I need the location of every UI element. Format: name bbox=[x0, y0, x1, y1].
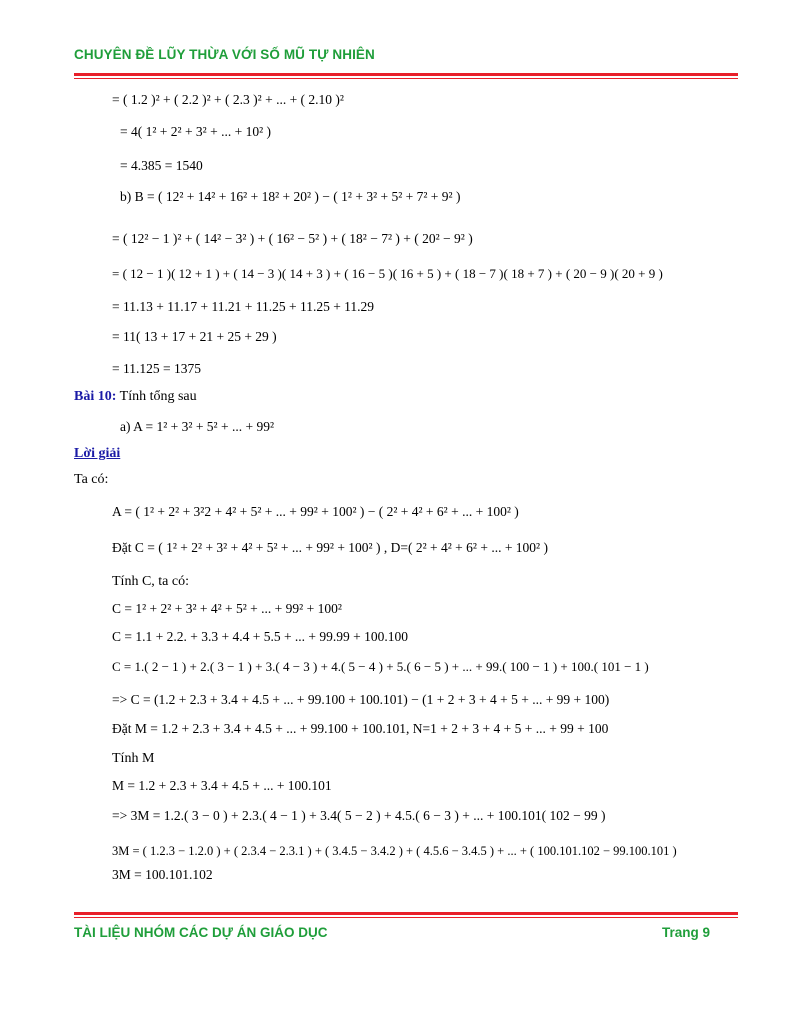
footer-rule bbox=[74, 912, 738, 915]
solution-line: C = 1² + 2² + 3² + 4² + 5² + ... + 99² + 100² bbox=[112, 601, 342, 616]
solution-line: Đặt C = ( 1² + 2² + 3² + 4² + 5² + ... + 99² + 100² ) , D=( 2² + 4² + 6² + ... + 100² ) bbox=[112, 540, 548, 555]
header-title: CHUYÊN ĐỀ LŨY THỪA VỚI SỐ MŨ TỰ NHIÊN bbox=[74, 47, 375, 62]
footer-rule-thin bbox=[74, 917, 738, 918]
solution-label: Lời giải bbox=[74, 446, 121, 461]
equation-line: = 11.125 = 1375 bbox=[112, 361, 201, 376]
solution-intro: Ta có: bbox=[74, 472, 109, 487]
footer-publisher: TÀI LIỆU NHÓM CÁC DỰ ÁN GIÁO DỤC bbox=[74, 925, 328, 940]
equation-line: = ( 12 − 1 )( 12 + 1 ) + ( 14 − 3 )( 14 + 3 ) + ( 16 − 5 )( 16 + 5 ) + ( 18 − 7 )( 18 + 7 ) + ( 20 − 9 )( 20 + 9 ) bbox=[112, 266, 663, 281]
problem-part-a: a) A = 1² + 3² + 5² + ... + 99² bbox=[120, 419, 275, 434]
solution-heading bbox=[74, 446, 120, 462]
header-rule bbox=[74, 73, 738, 76]
solution-line: C = 1.( 2 − 1 ) + 2.( 3 − 1 ) + 3.( 4 − 3 ) + 4.( 5 − 4 ) + 5.( 6 − 5 ) + ... + 99.( 100 − 1 ) + 100.( 101 − 1 ) bbox=[112, 659, 649, 674]
solution-line: => C = (1.2 + 2.3 + 3.4 + 4.5 + ... + 99.100 + 100.101) − (1 + 2 + 3 + 4 + 5 + ... + 99 + 100) bbox=[112, 692, 610, 707]
solution-line: => 3M = 1.2.( 3 − 0 ) + 2.3.( 4 − 1 ) + 3.4( 5 − 2 ) + 4.5.( 6 − 3 ) + ... + 100.101( 102 − 99 ) bbox=[112, 808, 606, 823]
equation-line: b) B = ( 12² + 14² + 16² + 18² + 20² ) − ( 1² + 3² + 5² + 7² + 9² ) bbox=[120, 189, 461, 204]
problem-label: Bài 10: bbox=[74, 389, 117, 404]
equation-line: = 4( 1² + 2² + 3² + ... + 10² ) bbox=[120, 124, 271, 139]
equation-line: = ( 1.2 )² + ( 2.2 )² + ( 2.3 )² + ... + ( 2.10 )² bbox=[112, 92, 344, 107]
solution-line: M = 1.2 + 2.3 + 3.4 + 4.5 + ... + 100.101 bbox=[112, 778, 332, 793]
solution-line: Tính M bbox=[112, 751, 155, 766]
equation-line: = ( 12² − 1 )² + ( 14² − 3² ) + ( 16² − 5² ) + ( 18² − 7² ) + ( 20² − 9² ) bbox=[112, 231, 473, 246]
solution-line: Tính C, ta có: bbox=[112, 574, 189, 589]
solution-line: 3M = 100.101.102 bbox=[112, 867, 213, 882]
header-rule-thin bbox=[74, 78, 738, 79]
problem-heading bbox=[74, 389, 197, 405]
solution-line: 3M = ( 1.2.3 − 1.2.0 ) + ( 2.3.4 − 2.3.1 ) + ( 3.4.5 − 3.4.2 ) + ( 4.5.6 − 3.4.5 ) + ... + ( 100.101.102 − 99.100.101 ) bbox=[112, 844, 677, 858]
page-number: Trang 9 bbox=[662, 925, 711, 940]
solution-line: Đặt M = 1.2 + 2.3 + 3.4 + 4.5 + ... + 99.100 + 100.101, N=1 + 2 + 3 + 4 + 5 + ... + 99 + 100 bbox=[112, 721, 609, 736]
equation-line: = 4.385 = 1540 bbox=[120, 158, 203, 173]
equation-line: = 11.13 + 11.17 + 11.21 + 11.25 + 11.25 + 11.29 bbox=[112, 299, 375, 314]
solution-line: A = ( 1² + 2² + 3²2 + 4² + 5² + ... + 99² + 100² ) − ( 2² + 4² + 6² + ... + 100² ) bbox=[112, 504, 519, 519]
equation-line: = 11( 13 + 17 + 21 + 25 + 29 ) bbox=[112, 329, 277, 344]
solution-line: C = 1.1 + 2.2. + 3.3 + 4.4 + 5.5 + ... + 99.99 + 100.100 bbox=[112, 629, 409, 644]
problem-text: Tính tổng sau bbox=[116, 389, 197, 404]
